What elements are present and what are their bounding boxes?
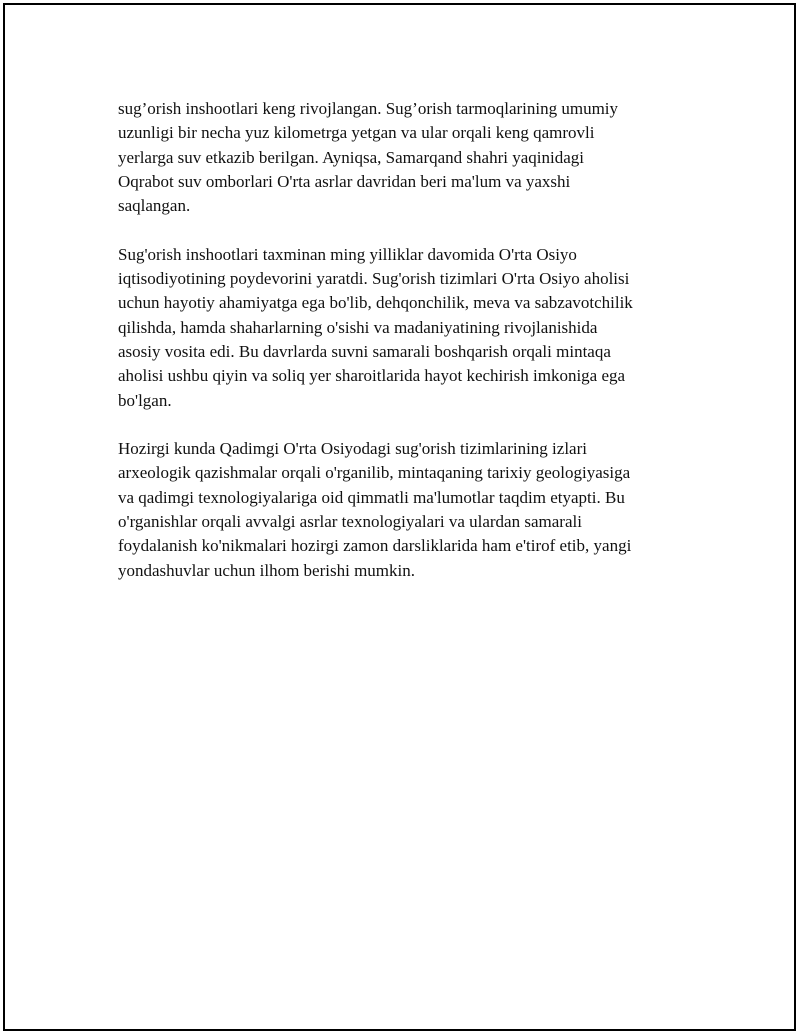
text-line: yerlarga suv etkazib berilgan. Ayniqsa, Samarqand shahri yaqinidagi [118,147,584,167]
text-line: bo'lgan. [118,390,172,410]
document-body [118,97,688,607]
text-line: asosiy vosita edi. Bu davrlarda suvni samarali boshqarish orqali mintaqa [118,341,611,361]
text-line: arxeologik qazishmalar orqali o'rganilib, mintaqaning tarixiy geologiyasiga [118,463,631,483]
text-line: qilishda, hamda shaharlarning o'sishi va madaniyatining rivojlanishida [118,317,598,337]
text-line: sug’orish inshootlari keng rivojlangan. Sug’orish tarmoqlarining umumiy [118,99,619,118]
text-line: o'rganishlar orqali avvalgi asrlar texnologiyalari va ulardan samarali [118,512,582,532]
text-line: uzunligi bir necha yuz kilometrga yetgan va ular orqali keng qamrovli [118,123,595,143]
paragraph-1 [118,97,688,218]
text-line: saqlangan. [118,196,191,216]
paragraph-2 [118,243,688,413]
text-line: uchun hayotiy ahamiyatga ega bo'lib, dehqonchilik, meva va sabzavotchilik [118,293,633,313]
paragraph-3 [118,437,688,583]
text-line: yondashuvlar uchun ilhom berishi mumkin. [118,560,415,580]
text-line: Hozirgi kunda Qadimgi O'rta Osiyodagi sug'orish tizimlarining izlari [118,439,587,459]
text-line: Oqrabot suv omborlari O'rta asrlar davridan beri ma'lum va yaxshi [118,171,571,191]
text-line: va qadimgi texnologiyalariga oid qimmatli ma'lumotlar taqdim etyapti. Bu [118,487,625,507]
text-line: iqtisodiyotining poydevorini yaratdi. Sug'orish tizimlari O'rta Osiyo aholisi [118,269,630,289]
page-frame [3,3,796,1031]
text-line: Sug'orish inshootlari taxminan ming yilliklar davomida O'rta Osiyo [118,244,577,264]
text-line: foydalanish ko'nikmalari hozirgi zamon darsliklarida ham e'tirof etib, yangi [118,536,632,556]
text-line: aholisi ushbu qiyin va soliq yer sharoitlarida hayot kechirish imkoniga ega [118,366,626,386]
